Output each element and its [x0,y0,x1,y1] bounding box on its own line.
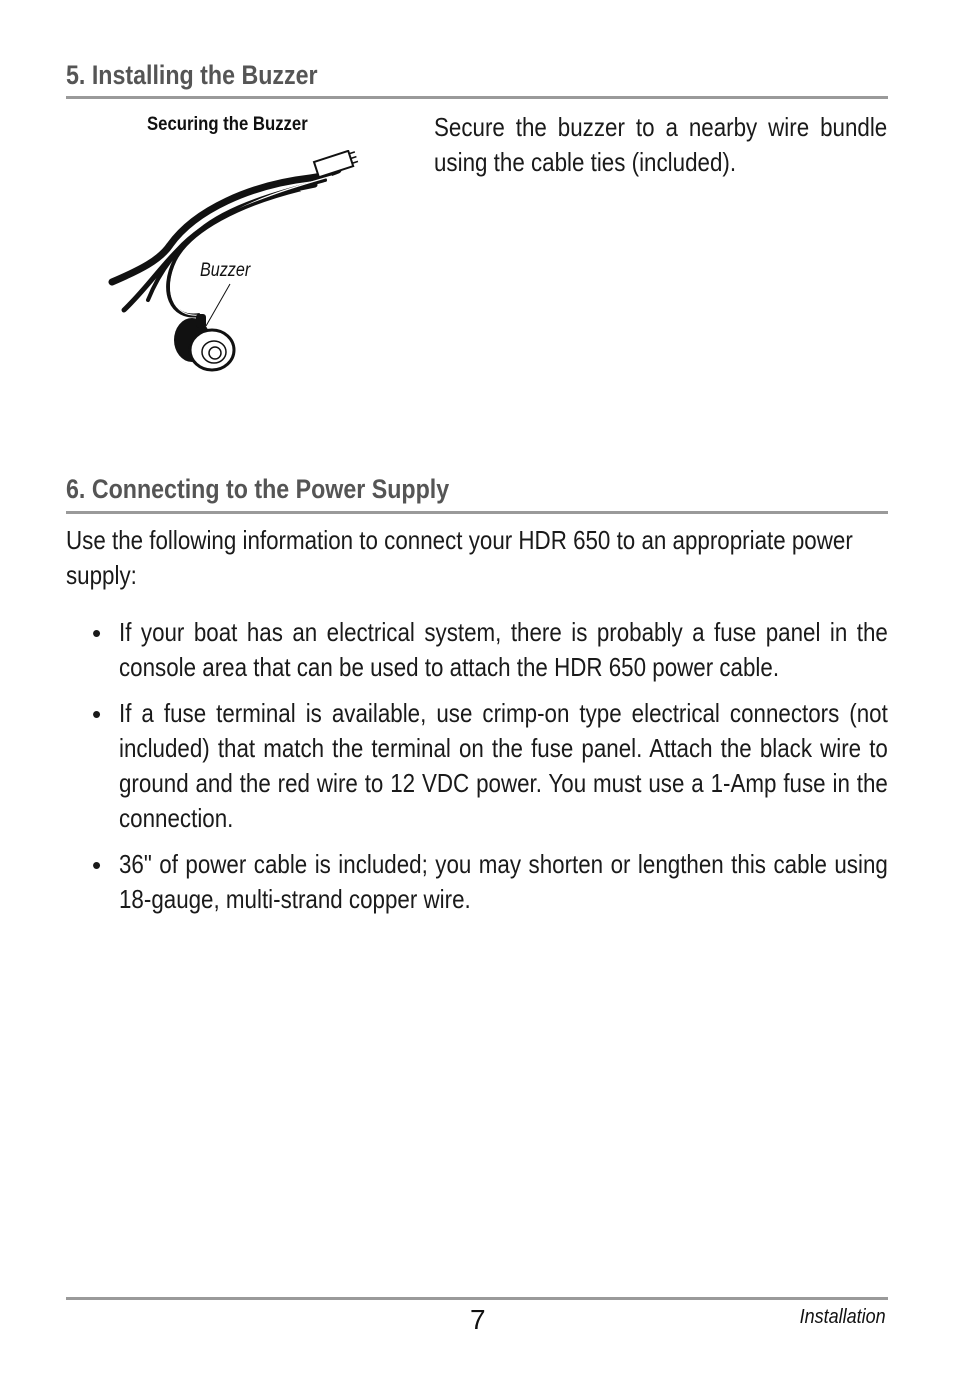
buzzer-label: Buzzer [200,258,251,281]
bullet-symbol: • [92,699,102,729]
section-6-rule [66,511,888,514]
section-5-rule [66,96,888,99]
bullet-symbol: • [92,850,102,880]
bullet-item-2: If a fuse terminal is available, use crimp-on type electrical connectors (not included) that match the terminal on the fuse panel. Attach the black wire to ground and the red wire to 12 VDC power. You must use a 1-Amp fuse in the connection. [119,698,888,833]
footer-rule [66,1297,888,1300]
bullet-symbol: • [92,618,102,648]
bullet-item-1: If your boat has an electrical system, there is probably a fuse panel in the console area that can be used to attach the HDR 650 power cable. [119,617,888,682]
page-number: 7 [470,1304,486,1335]
section-5-text: Secure the buzzer to a nearby wire bundle using the cable ties (included). [434,112,888,177]
section-6-heading: 6. Connecting to the Power Supply [66,474,450,504]
section-6-intro: Use the following information to connect your HDR 650 to an appropriate power supply: [66,525,853,590]
footer-section-name: Installation [799,1306,886,1328]
bullet-item-3: 36" of power cable is included; you may shorten or lengthen this cable using 18-gauge, multi-strand copper wire. [119,849,888,914]
section-5-heading: 5. Installing the Buzzer [66,60,318,90]
buzzer-illustration [100,150,370,380]
figure-caption: Securing the Buzzer [147,114,308,135]
